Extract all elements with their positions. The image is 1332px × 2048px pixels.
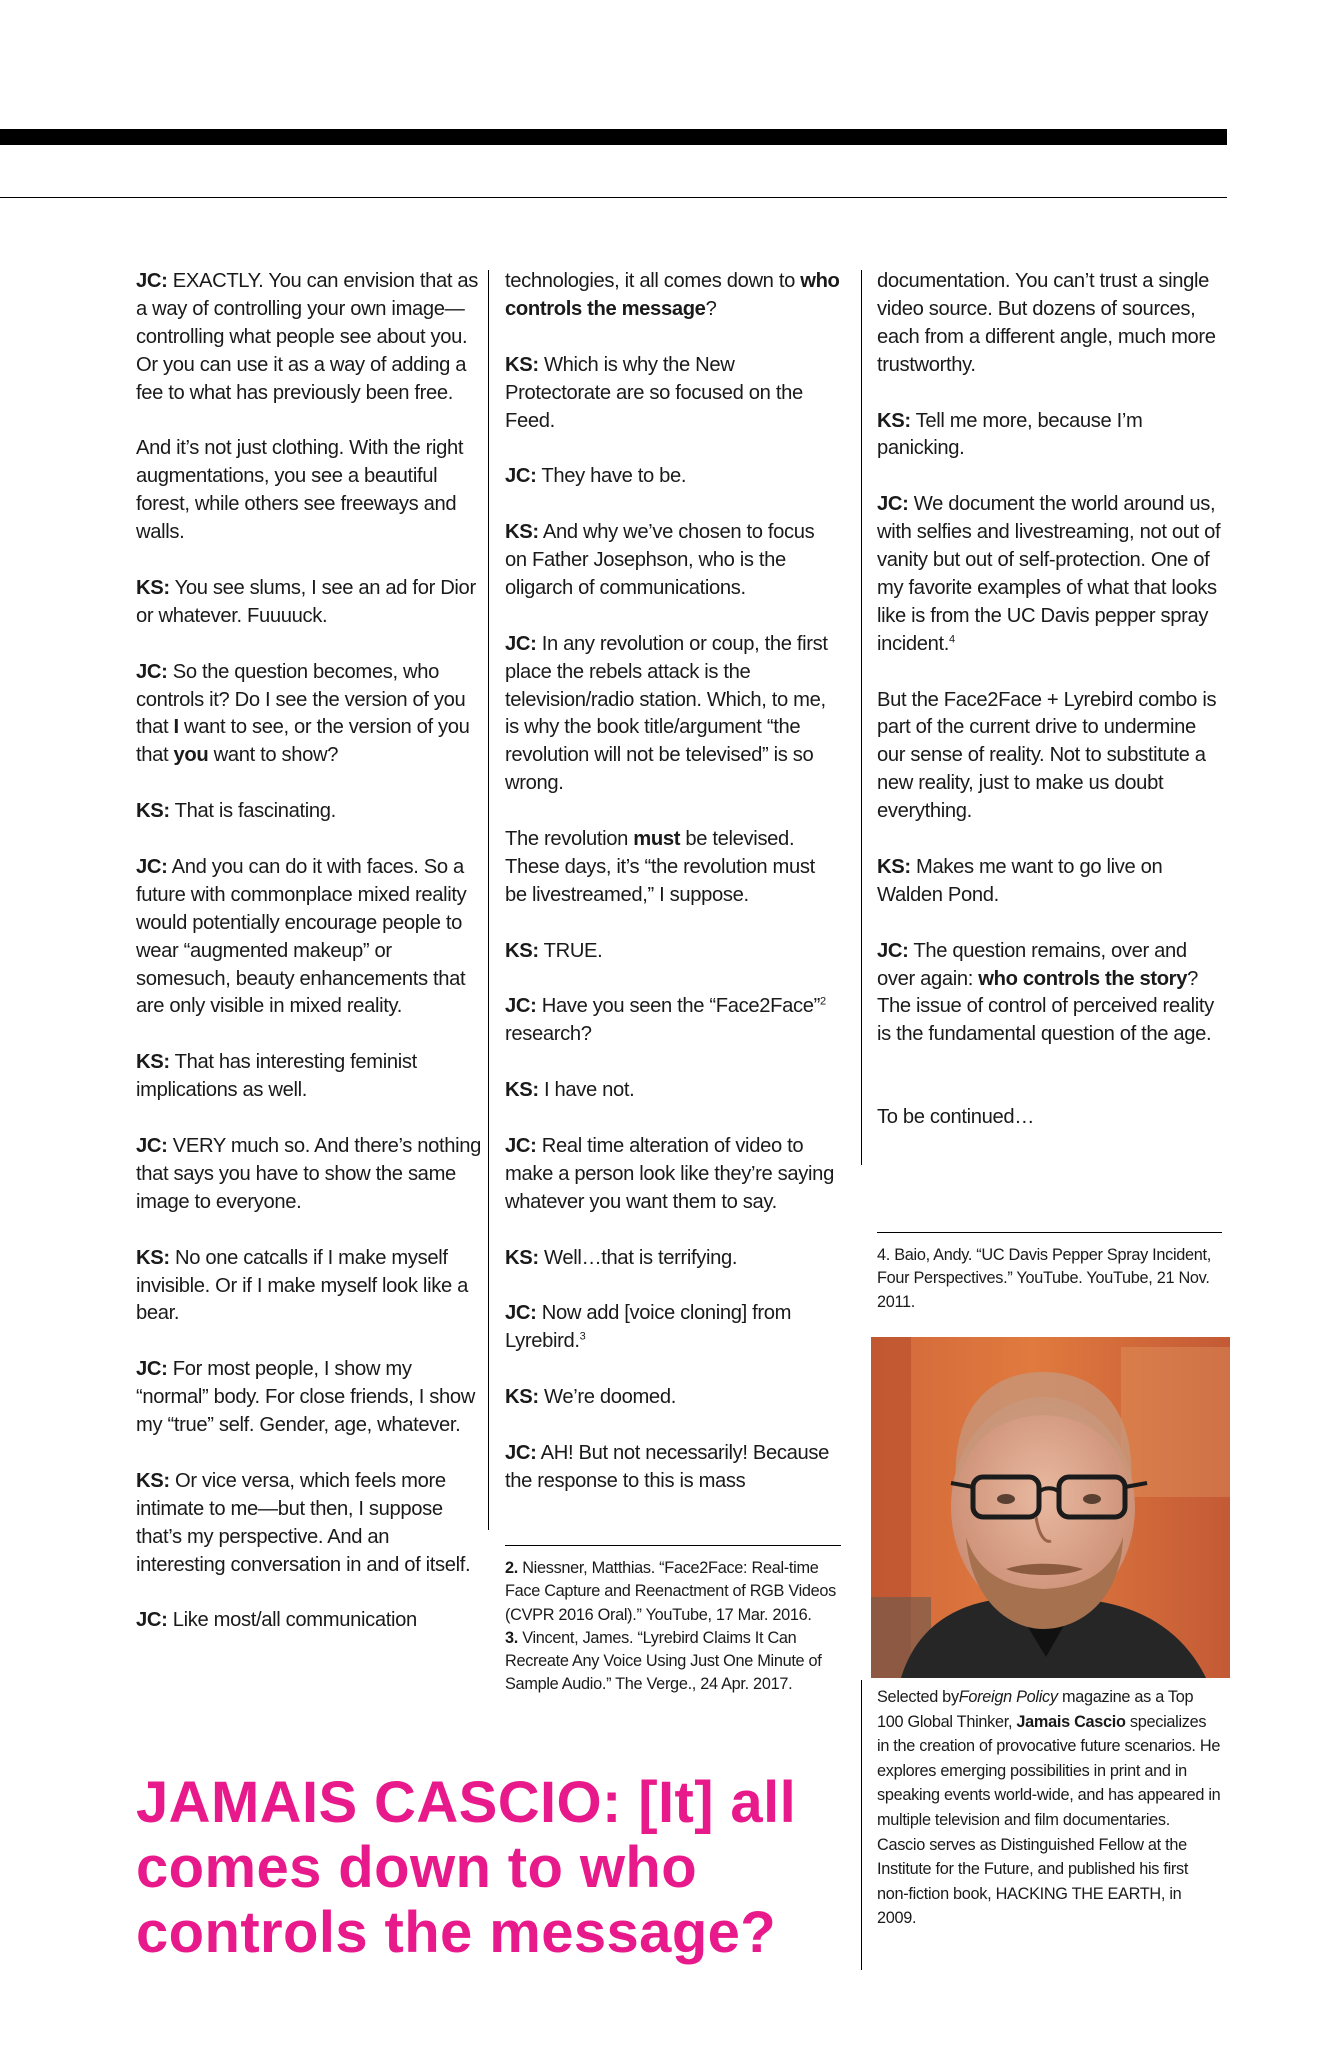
speaker-label: JC: <box>505 632 537 655</box>
paragraph <box>136 1468 482 1580</box>
paragraph-text: And it’s not just clothing. With the right augmentations, you see a beautiful forest, while others see freeways and walls. <box>136 437 464 544</box>
paragraph <box>505 1245 841 1273</box>
speaker-label: JC: <box>505 1441 537 1464</box>
paragraph-text: Have you seen the “Face2Face” <box>536 995 820 1018</box>
paragraph-text: For most people, I show my “normal” body. For close friends, I show my “true” self. Gender, age, whatever. <box>136 1358 476 1437</box>
paragraph <box>505 1440 841 1496</box>
paragraph-text: research? <box>505 1023 592 1046</box>
speaker-label: KS: <box>877 409 911 432</box>
paragraph-text: Now add [voice cloning] from Lyrebird. <box>505 1302 792 1353</box>
speaker-label: JC: <box>136 1358 168 1381</box>
column-divider <box>861 270 862 1165</box>
footnote-ref: 4 <box>949 633 955 646</box>
header-rule <box>0 197 1227 198</box>
paragraph-text: And why we’ve chosen to focus on Father Josephson, who is the oligarch of communications. <box>505 521 815 599</box>
paragraph-text: be televised. These days, it’s “the revolution must be livestreamed,” I suppose. <box>505 828 815 906</box>
speaker-label: KS: <box>136 1246 170 1269</box>
publication-name: Foreign Policy <box>958 1688 1058 1706</box>
bio-text: specializes in the creation of provocative future scenarios. He explores emerging possibilities in print and in speaking events world-wide, and has appeared in multiple television and film documentaries. Cascio serves as Distinguished Fellow at the Institute for the Future, and published his first non-fiction book, HACKING THE EARTH, in 2009. <box>877 1712 1221 1928</box>
footnote-text: 4. Baio, Andy. “UC Davis Pepper Spray Incident, Four Perspectives.” YouTube. YouTube, 21 Nov. 2011. <box>877 1246 1212 1311</box>
paragraph <box>505 519 841 603</box>
speaker-label: KS: <box>505 1079 539 1102</box>
paragraph-text: That is fascinating. <box>169 800 336 823</box>
paragraph <box>136 1607 482 1635</box>
paragraph-text: No one catcalls if I make myself invisible. Or if I make myself look like a bear. <box>136 1246 468 1325</box>
paragraph-text: To be continued… <box>877 1106 1035 1129</box>
paragraph-text: Well…that is terrifying. <box>538 1246 738 1269</box>
paragraph-text: Like most/all communication <box>167 1609 417 1632</box>
speaker-label: JC: <box>505 1302 537 1325</box>
speaker-label: JC: <box>505 995 537 1018</box>
footnote-number: 2. <box>505 1559 518 1577</box>
speaker-label: KS: <box>136 800 170 823</box>
portrait-illustration <box>871 1337 1230 1678</box>
speaker-label: KS: <box>136 1469 170 1492</box>
speaker-label: KS: <box>505 1246 539 1269</box>
paragraph <box>505 631 841 798</box>
paragraph <box>877 491 1227 658</box>
paragraph <box>505 1300 841 1356</box>
speaker-label: JC: <box>136 1134 168 1157</box>
paragraph-text: technologies, it all comes down to <box>505 270 801 292</box>
footnote-text: Vincent, James. “Lyrebird Claims It Can Recreate Any Voice Using Just One Minute of Sample Audio.” The Verge., 24 Apr. 2017. <box>505 1628 822 1694</box>
paragraph-text: documentation. You can’t trust a single video source. But dozens of sources, each from a different angle, much more trustworthy. <box>877 270 1216 376</box>
speaker-label: KS: <box>505 1386 539 1409</box>
paragraph <box>877 1104 1227 1132</box>
column-divider <box>488 270 489 1530</box>
paragraph <box>877 938 1227 1050</box>
speaker-label: JC: <box>136 855 168 878</box>
headline-line: controls the message? <box>136 1900 777 1965</box>
speaker-label: JC: <box>136 1609 168 1632</box>
paragraph <box>136 1356 482 1440</box>
paragraph <box>505 938 841 966</box>
paragraph <box>877 408 1227 464</box>
paragraph <box>136 268 482 408</box>
paragraph <box>505 993 841 1049</box>
emphasis: who controls the message <box>505 270 840 320</box>
headline-line: comes down to who <box>136 1835 698 1900</box>
paragraph <box>505 1077 841 1105</box>
paragraph <box>136 1133 482 1217</box>
headline-line: JAMAIS CASCIO: [It] all <box>136 1770 797 1835</box>
author-name: Jamais Cascio <box>1016 1712 1126 1731</box>
paragraph <box>877 687 1227 827</box>
paragraph-text: Which is why the New Protectorate are so focused on the Feed. <box>505 353 803 432</box>
paragraph <box>136 659 482 771</box>
paragraph-text: want to show? <box>208 744 339 767</box>
speaker-label: JC: <box>136 270 168 292</box>
speaker-label: KS: <box>877 855 911 878</box>
pull-quote-headline <box>136 1770 846 1965</box>
paragraph <box>505 463 841 491</box>
paragraph-text: EXACTLY. You can envision that as a way of controlling your own image—controlling what people see about you. Or you can use it as a way of adding a fee to what has previously been free. <box>136 270 479 404</box>
speaker-label: KS: <box>505 521 539 544</box>
footnote <box>505 1627 845 1697</box>
speaker-label: JC: <box>505 1134 537 1157</box>
paragraph <box>136 1049 482 1105</box>
column-2 <box>505 268 841 1524</box>
paragraph <box>136 435 482 547</box>
footnote-rule <box>505 1545 841 1546</box>
paragraph <box>505 1384 841 1412</box>
paragraph-text: We document the world around us, with selfies and livestreaming, not out of vanity but out of self-protection. One of my favorite examples of what that looks like is from the UC Davis pepper spray incident. <box>877 493 1221 655</box>
paragraph-text: AH! But not necessarily! Because the response to this is mass <box>505 1441 830 1492</box>
footnote-text: Niessner, Matthias. “Face2Face: Real-time Face Capture and Reenactment of RGB Videos (CVPR 2016 Oral).” YouTube, 17 Mar. 2016. <box>505 1559 837 1624</box>
paragraph <box>505 1133 841 1217</box>
speaker-label: JC: <box>877 493 909 516</box>
paragraph-text: They have to be. <box>536 465 687 488</box>
paragraph <box>877 268 1227 380</box>
footnotes-column-2 <box>505 1557 845 1697</box>
column-divider <box>861 1680 862 1970</box>
footnote-rule <box>877 1232 1222 1233</box>
author-bio <box>877 1685 1222 1931</box>
paragraph-text: Tell me more, because I’m panicking. <box>877 409 1143 460</box>
footnote-ref: 2 <box>819 995 826 1008</box>
paragraph <box>505 826 841 910</box>
speaker-label: KS: <box>136 1051 170 1074</box>
paragraph-text: So the question becomes, who controls it? Do I see the version of you that <box>136 660 466 739</box>
paragraph-text: Makes me want to go live on Walden Pond. <box>877 855 1163 906</box>
speaker-label: KS: <box>505 939 539 962</box>
speaker-label: JC: <box>505 465 537 488</box>
speaker-label: KS: <box>505 353 539 376</box>
footnote <box>505 1557 845 1627</box>
paragraph-text: want to see, or the version of you that <box>136 716 470 767</box>
header-bar <box>0 129 1227 145</box>
paragraph-text: The question remains, over and over again: <box>877 939 1187 990</box>
footnotes-column-3 <box>877 1244 1217 1314</box>
emphasis: you <box>173 744 209 767</box>
paragraph <box>136 854 482 1021</box>
paragraph-text: ? The issue of control of perceived reality is the fundamental question of the age. <box>877 967 1214 1046</box>
paragraph-text: You see slums, I see an ad for Dior or whatever. Fuuuuck. <box>136 576 476 627</box>
paragraph-text: In any revolution or coup, the first place the rebels attack is the television/radio station. Which, to me, is why the book title/argument “the revolution will not be televised” is so wrong. <box>505 632 828 795</box>
column-1 <box>136 268 482 1663</box>
speaker-label: JC: <box>136 660 168 683</box>
column-3 <box>877 268 1227 1160</box>
footnote <box>877 1244 1217 1314</box>
emphasis: who controls the story <box>978 967 1188 990</box>
emphasis: must <box>633 828 681 851</box>
paragraph <box>136 1245 482 1329</box>
bio-text: magazine as a Top 100 Global Thinker, <box>877 1688 1194 1731</box>
paragraph-text: Or vice versa, which feels more intimate to me—but then, I suppose that’s my perspective. And an interesting conversation in and of itself. <box>136 1469 471 1576</box>
footnote-ref: 3 <box>579 1330 586 1343</box>
emphasis: I <box>173 716 179 739</box>
paragraph <box>136 798 482 826</box>
paragraph-text: VERY much so. And there’s nothing that says you have to show the same image to everyone. <box>136 1134 482 1213</box>
paragraph-text: But the Face2Face + Lyrebird combo is part of the current drive to undermine our sense of reality. Not to substitute a new reality, just to make us doubt everything. <box>877 688 1217 823</box>
paragraph <box>505 268 841 324</box>
paragraph-text: That has interesting feminist implications as well. <box>136 1051 417 1102</box>
footnote-number: 3. <box>505 1628 518 1647</box>
speaker-label: JC: <box>877 939 909 962</box>
paragraph <box>505 352 841 436</box>
paragraph-text: ? <box>705 297 717 320</box>
speaker-label: KS: <box>136 576 170 599</box>
paragraph-text: The revolution <box>505 828 634 851</box>
paragraph <box>877 854 1227 910</box>
paragraph-text: TRUE. <box>538 939 603 962</box>
paragraph-text: And you can do it with faces. So a future with commonplace mixed reality would potentially encourage people to wear “augmented makeup” or somesuch, beauty enhancements that are only visible in mixed reality. <box>136 855 467 1018</box>
paragraph-text: We’re doomed. <box>538 1386 676 1409</box>
paragraph <box>136 575 482 631</box>
paragraph-text: I have not. <box>538 1079 635 1102</box>
author-photo <box>871 1337 1230 1678</box>
bio-text: Selected by <box>877 1688 959 1706</box>
paragraph-text: Real time alteration of video to make a person look like they’re saying whatever you want them to say. <box>505 1134 834 1213</box>
